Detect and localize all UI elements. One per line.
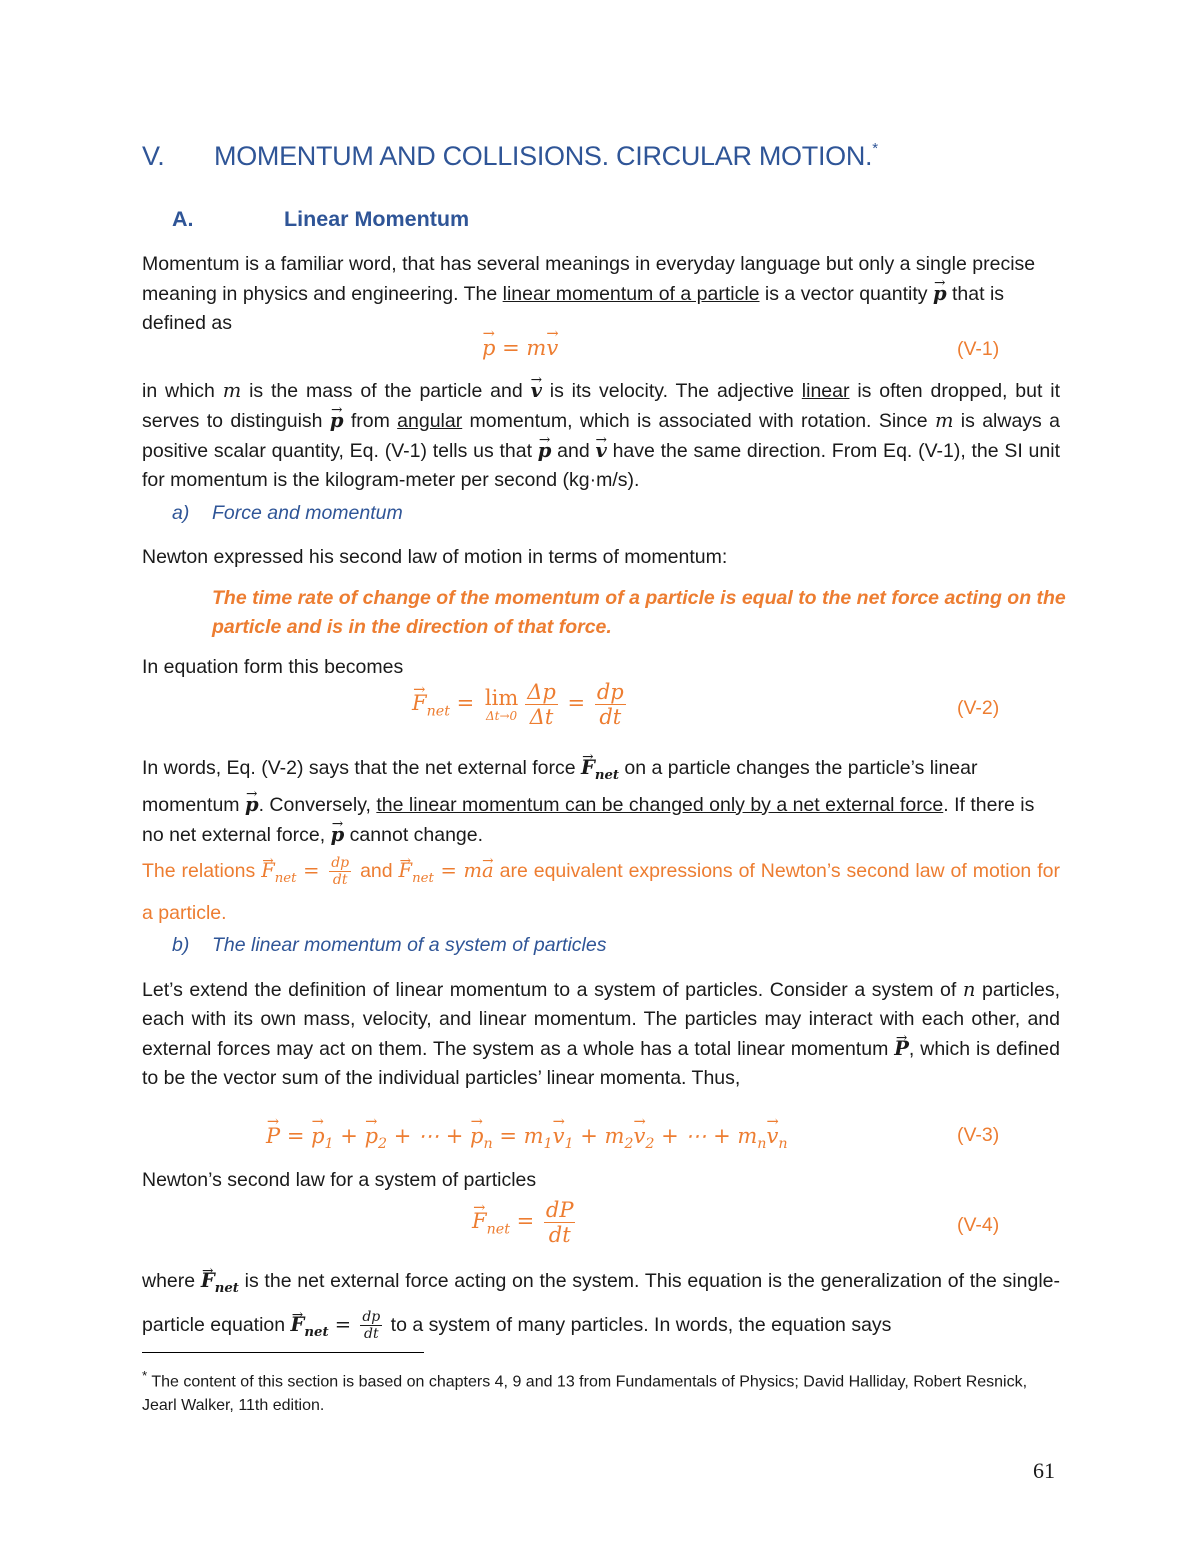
paragraph-relations — [142, 854, 1060, 930]
math-text: = — [296, 859, 327, 882]
text: is often dropped, but it serves to distinguish — [142, 380, 1061, 432]
math-subscript: 1 — [543, 1136, 553, 1153]
denominator: dt — [364, 1326, 379, 1343]
equation-v1 — [482, 336, 558, 360]
chapter-heading — [142, 140, 878, 172]
math-text: + ⋯ + — [387, 1124, 471, 1148]
math-F: → F — [472, 1209, 487, 1233]
fraction — [360, 1309, 382, 1342]
text: is always a positive scalar quantity, Eq. (V-1) tells us that — [142, 410, 1060, 462]
paragraph-second-law-system: Newton’s second law for a system of particles — [142, 1169, 537, 1191]
math-text: = — [509, 1209, 541, 1234]
text: , which is defined to be the vector sum of the individual particles’ linear momenta. Thus, — [142, 1038, 1060, 1089]
math-subscript: net — [426, 703, 450, 720]
math-p: → p — [331, 820, 345, 849]
text: momentum, which is associated with rotation. Since — [462, 410, 935, 432]
text: on a particle changes the particle’s linear momentum — [142, 757, 978, 816]
numerator: dp — [331, 855, 350, 872]
section-title: Linear Momentum — [284, 207, 470, 231]
math-v: → v — [634, 1124, 646, 1148]
math-n: n — [962, 978, 976, 1001]
math-m: m — [934, 409, 954, 432]
chapter-number: V. — [142, 141, 165, 171]
subsection-heading-a — [172, 502, 403, 525]
text: in which — [142, 380, 223, 402]
underlined-statement: the linear momentum can be changed only by a net external force — [376, 793, 944, 816]
denominator: dt — [599, 705, 622, 730]
text: to a system of many particles. In words, the equation says — [385, 1313, 892, 1336]
math-F: → F — [399, 854, 413, 888]
math-p: → p — [538, 436, 552, 465]
subsection-number: b) — [172, 934, 190, 956]
text: that is defined as — [142, 283, 1005, 334]
denominator: Δt — [529, 705, 554, 730]
underlined-term: linear momentum of a particle — [502, 283, 760, 305]
math-text: + — [333, 1124, 365, 1148]
math-a: → a — [482, 854, 494, 888]
math-subscript: 2 — [624, 1136, 634, 1153]
math-p: → p — [365, 1124, 378, 1148]
math-v: → v — [595, 436, 606, 465]
equation-label: (V-4) — [957, 1214, 1000, 1236]
math-text: = — [449, 691, 481, 716]
law-statement: The time rate of change of the momentum of a particle is equal to the net force acting on the particle and is in the direction of that force. — [212, 587, 1066, 638]
math-text: = — [560, 691, 592, 716]
math-subscript: 1 — [324, 1136, 334, 1153]
subsection-number: a) — [172, 502, 190, 524]
math-v: → v — [766, 1124, 778, 1148]
fraction — [544, 1198, 576, 1247]
math-F: → F — [412, 691, 427, 715]
text: is its velocity. The adjective — [541, 380, 802, 402]
equation-v4 — [472, 1198, 578, 1247]
text: Momentum is a familiar word, that has several meanings in everyday language but only a single precise meaning in physics and engineering. The — [142, 253, 1036, 305]
math-v: → v — [531, 376, 542, 405]
math-m: m — [222, 379, 242, 402]
section-heading — [172, 207, 469, 232]
text: where — [142, 1270, 201, 1292]
fraction — [329, 855, 351, 888]
text: is a vector quantity — [759, 283, 933, 305]
math-text: = m — [433, 859, 483, 882]
denominator: dt — [548, 1223, 571, 1248]
math-text: = — [280, 1124, 312, 1148]
paragraph-velocity — [142, 376, 1060, 495]
math-subscript: 2 — [645, 1136, 655, 1153]
limit-label: lim — [484, 686, 519, 711]
math-subscript: 1 — [564, 1136, 574, 1153]
paragraph-intro — [142, 250, 1060, 338]
chapter-title: MOMENTUM AND COLLISIONS. CIRCULAR MOTION. — [214, 141, 873, 171]
math-text: = m — [495, 336, 547, 360]
math-p: → p — [482, 336, 495, 360]
underlined-term: linear — [801, 380, 850, 402]
text: is the mass of the particle and — [241, 380, 531, 402]
text: is the net external force acting on the system. This equation is the generalization of the single-particle equation — [142, 1270, 1061, 1336]
subsection-heading-b — [172, 934, 607, 957]
subsection-title: Force and momentum — [212, 502, 403, 524]
footnote — [142, 1364, 1060, 1418]
math-F: → F — [201, 1263, 215, 1299]
limit-subscript: Δt→0 — [485, 709, 518, 724]
footnote-mark: * — [142, 1368, 148, 1383]
math-P: → P — [894, 1034, 909, 1063]
equation-label: (V-1) — [957, 338, 1000, 360]
text: are equivalent expressions of Newton’s second law of motion for a particle. — [142, 860, 1060, 924]
math-F: → F — [261, 854, 275, 888]
limit — [485, 687, 518, 722]
math-v: → v — [546, 336, 558, 360]
page-number: 61 — [1033, 1458, 1055, 1483]
text: Let’s extend the definition of linear momentum to a system of particles. Consider a system of — [142, 979, 963, 1001]
equation-label: (V-3) — [957, 1124, 1000, 1146]
text: . Conversely, — [258, 793, 377, 816]
footnote-text: The content of this section is based on chapters 4, 9 and 13 from Fundamentals of Physics; David Halliday, Robert Resnick, Jearl Walker, 11th edition. — [142, 1373, 1028, 1415]
text: In words, Eq. (V-2) says that the net external force — [142, 757, 581, 779]
math-subscript: 2 — [378, 1136, 388, 1153]
paragraph-newton: Newton expressed his second law of motion in terms of momentum: — [142, 546, 728, 568]
paragraph-net-force — [142, 753, 1060, 850]
math-subscript: n — [483, 1136, 493, 1153]
math-text: + m — [573, 1124, 625, 1148]
math-text: + ⋯ + m — [654, 1124, 758, 1148]
paragraph-equation-form: In equation form this becomes — [142, 656, 404, 678]
math-subscript: n — [757, 1136, 767, 1153]
equation-v2 — [412, 680, 629, 729]
numerator: dp — [596, 680, 624, 704]
paragraph-generalization — [142, 1263, 1060, 1351]
numerator: dp — [362, 1309, 381, 1326]
text: cannot change. — [344, 823, 484, 846]
text: particles, each with its own mass, velocity, and linear momentum. The particles may interact with each other, and external forces may act on them. The system as a whole has a total linear momentum — [142, 979, 1060, 1060]
math-P: → P — [266, 1124, 280, 1148]
subsection-title: The linear momentum of a system of particles — [212, 934, 607, 956]
math-p: → p — [933, 279, 947, 308]
text: have the same direction. From Eq. (V-1), the SI unit for momentum is the kilogram-meter per second (kg·m/s). — [142, 440, 1060, 491]
math-subscript: n — [778, 1136, 788, 1153]
math-text: = — [328, 1312, 358, 1336]
text: and — [551, 440, 596, 462]
underlined-term: angular — [397, 410, 463, 432]
text: The relations — [142, 860, 262, 882]
footnote-marker[interactable]: * — [872, 140, 878, 157]
footnote-separator — [142, 1352, 424, 1353]
math-F: → F — [291, 1307, 305, 1343]
math-subscript: net — [486, 1221, 510, 1238]
math-subscript: net — [274, 870, 297, 886]
math-subscript: net — [412, 870, 434, 886]
math-p: → p — [311, 1124, 324, 1148]
equation-label: (V-2) — [957, 697, 1000, 719]
paragraph-system — [142, 975, 1060, 1093]
math-text: = m — [492, 1124, 544, 1148]
numerator: dP — [545, 1198, 574, 1222]
math-v: → v — [553, 1124, 565, 1148]
math-F: → F — [581, 753, 595, 782]
section-number: A. — [172, 207, 194, 231]
math-subscript: net — [304, 1324, 329, 1340]
math-p: → p — [245, 790, 259, 819]
denominator: dt — [332, 872, 348, 889]
math-p: → p — [330, 406, 344, 435]
text: . If there is no net external force, — [142, 793, 1035, 846]
math-subscript: net — [214, 1280, 239, 1296]
fraction — [595, 680, 626, 729]
text: and — [354, 860, 399, 882]
text: from — [343, 410, 398, 432]
equation-v3 — [266, 1124, 788, 1152]
math-subscript: net — [594, 767, 620, 783]
math-p: → p — [470, 1124, 483, 1148]
fraction — [525, 680, 558, 729]
numerator: Δp — [527, 680, 556, 704]
